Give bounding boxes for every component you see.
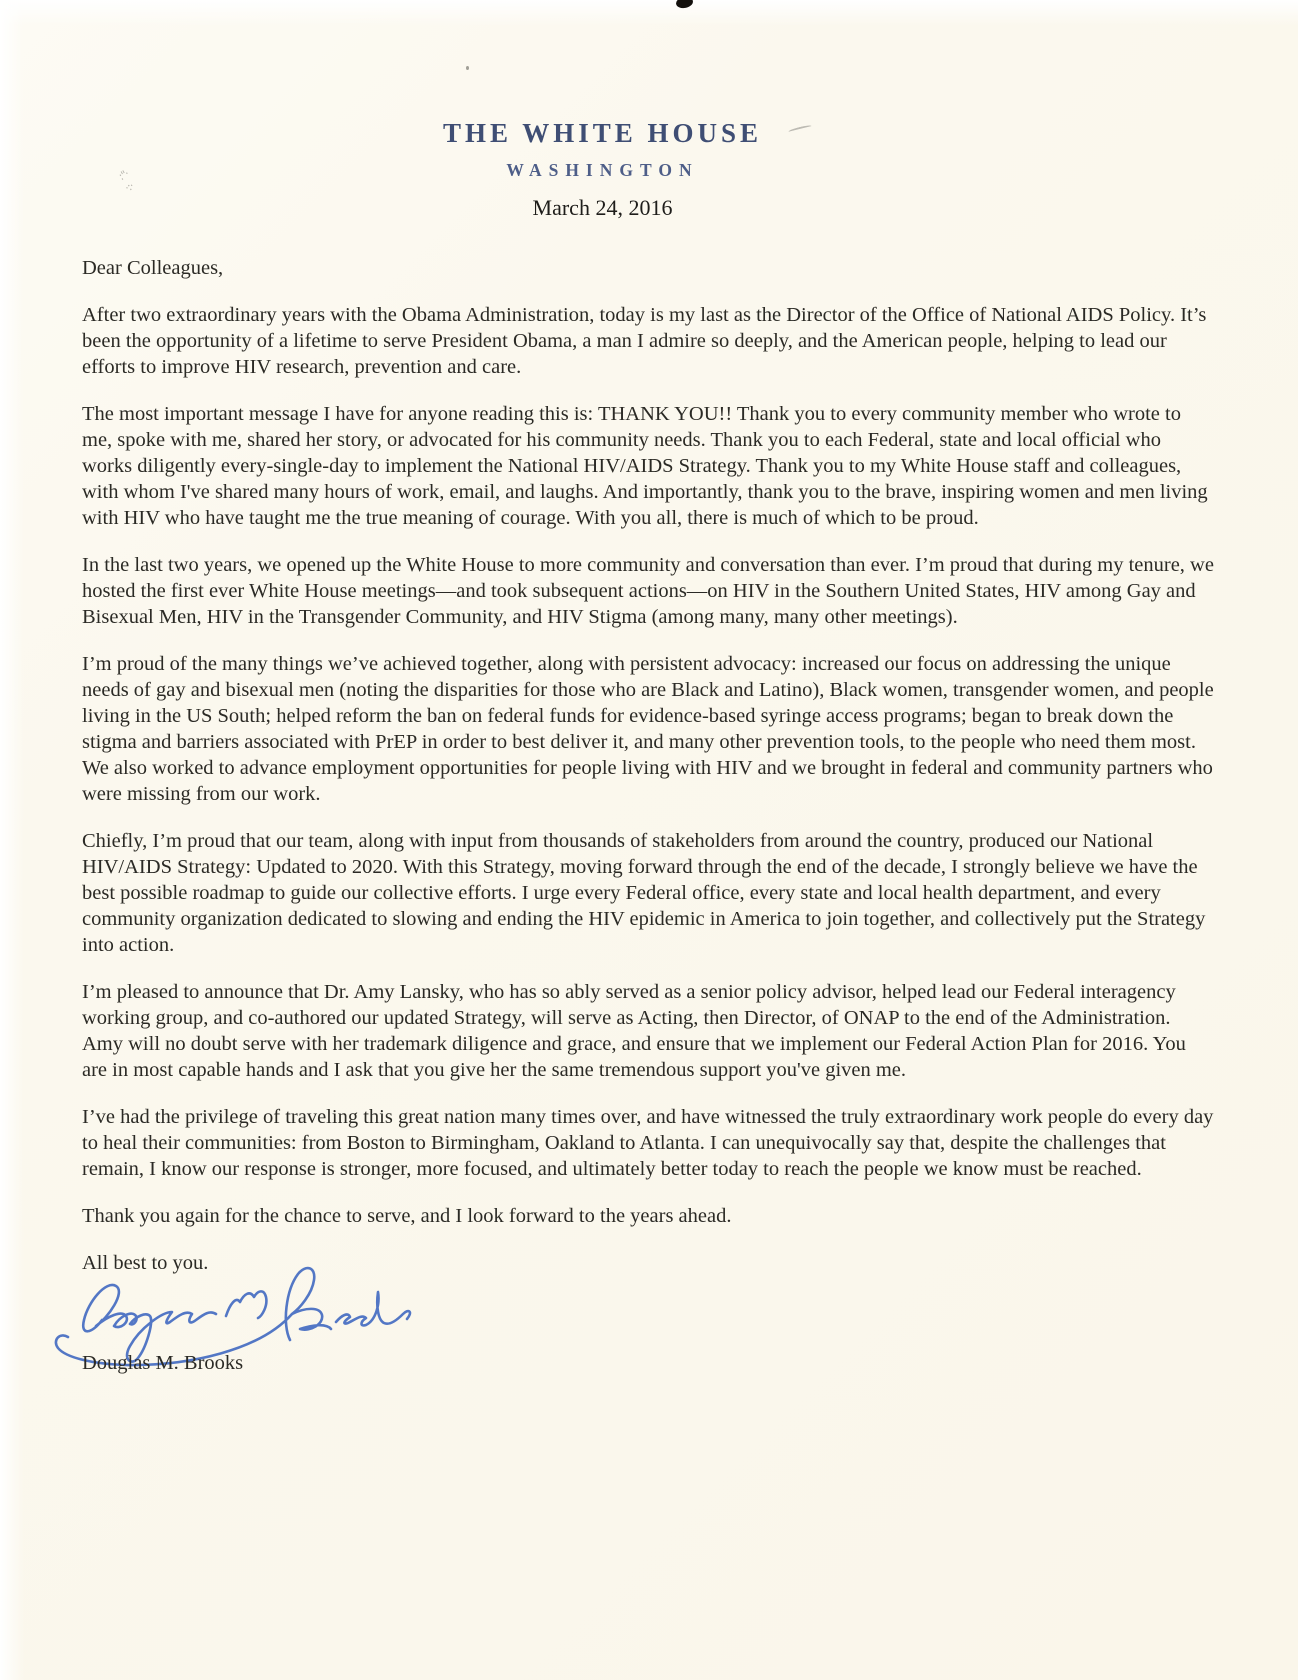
- paragraph-achievements: I’m proud of the many things we’ve achieved together, along with persistent advocacy: increased our focus on addressing the unique needs of gay and bisexual men (noting the disparities for those who are Black and Latino), Black women, transgender women, and people living in the US South; helped reform the ban on federal funds for evidence-based syringe access programs; began to break down the stigma and barriers associated with PrEP in order to best deliver it, and many other prevention tools, to the people who need them most. We also worked to advance employment opportunities for people living with HIV and we brought in federal and community partners who were missing from our work.: [82, 653, 1214, 805]
- paragraph-traveling-nation: I’ve had the privilege of traveling this great nation many times over, and have witnessed the truly extraordinary work people do every day to heal their communities: from Boston to Birmingham, Oakland to Atlanta. I can unequivocally say that, despite the challenges that remain, I know our response is stronger, more focused, and ultimately better today to reach the people we know must be reached.: [82, 1106, 1214, 1180]
- letter-date: March 24, 2016: [532, 195, 673, 220]
- paragraph-thank-you: The most important message I have for anyone reading this is: THANK YOU!! Thank you to every community member who wrote to me, spoke with me, shared her story, or advocated for his community needs. Thank you to each Federal, state and local official who works diligently every-single-day to implement the National HIV/AIDS Strategy. Thank you to my White House staff and colleagues, with whom I've shared many hours of work, email, and laughs. And importantly, thank you to the brave, inspiring women and men living with HIV who have taught me the true meaning of courage. With you all, there is much of which to be proud.: [82, 403, 1208, 529]
- paragraph-amy-lansky: I’m pleased to announce that Dr. Amy Lansky, who has so ably served as a senior policy advisor, helped lead our Federal interagency working group, and co-authored our updated Strategy, will serve as Acting, then Director, of ONAP to the end of the Administration. Amy will no doubt serve with her trademark diligence and grace, and ensure that we implement our Federal Action Plan for 2016. You are in most capable hands and I ask that you give her the same tremendous support you've given me.: [82, 981, 1186, 1081]
- typed-signature-name: Douglas M. Brooks: [82, 1352, 244, 1374]
- scan-edge-highlight: [0, 0, 24, 1680]
- paragraph-thanks-again: Thank you again for the chance to serve, and I look forward to the years ahead.: [82, 1205, 732, 1227]
- paragraph-intro: After two extraordinary years with the Obama Administration, today is my last as the Director of the Office of National AIDS Policy. It’s been the opportunity of a lifetime to serve President Obama, a man I admire so deeply, and the American people, helping to lead our efforts to improve HIV research, prevention and care.: [82, 304, 1207, 378]
- letterhead: [82, 0, 1123, 221]
- letterhead-city: WASHINGTON: [506, 160, 699, 180]
- salutation: Dear Colleagues,: [82, 257, 224, 279]
- closing-phrase: All best to you.: [82, 1252, 209, 1274]
- letterhead-organization: THE WHITE HOUSE: [442, 118, 763, 148]
- paragraph-white-house-meetings: In the last two years, we opened up the White House to more community and conversation than ever. I’m proud that during my tenure, we hosted the first ever White House meetings—and took subsequent actions—on HIV in the Southern United States, HIV among Gay and Bisexual Men, HIV in the Transgender Community, and HIV Stigma (among many, many other meetings).: [82, 554, 1214, 628]
- pencil-scribble-mark: :''· ·:·: [116, 167, 136, 195]
- signature-block: [82, 1276, 1215, 1378]
- letter-content: [82, 0, 1215, 1378]
- paragraph-strategy-2020: Chiefly, I’m proud that our team, along with input from thousands of stakeholders from around the country, produced our National HIV/AIDS Strategy: Updated to 2020. With this Strategy, moving forward through the end of the decade, I strongly believe we have the best possible roadmap to guide our collective efforts. I urge every Federal office, every state and local health department, and every community organization dedicated to slowing and ending the HIV epidemic in America to join together, and collectively put the Strategy into action.: [82, 830, 1206, 956]
